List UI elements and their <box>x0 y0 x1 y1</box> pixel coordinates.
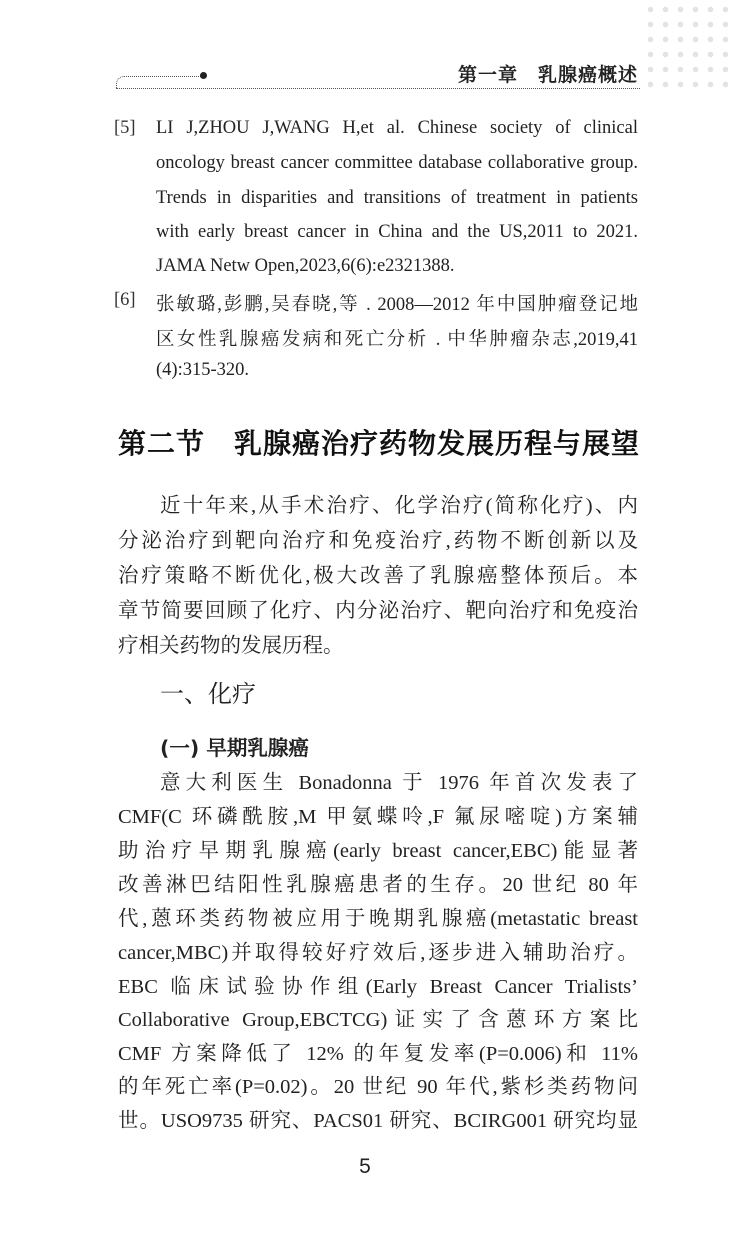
reference-line: 区女性乳腺癌发病和死亡分析 . 中华肿瘤杂志,2019,41 <box>156 330 638 350</box>
reference-line: Trends in disparities and transitions of treatment in patients <box>156 188 638 208</box>
reference-label: [6] <box>114 290 136 310</box>
text-line: cancer,MBC)并取得较好疗效后,逐步进入辅助治疗。 <box>118 942 638 964</box>
header-rule-dot <box>200 72 207 79</box>
section-title: 第二节 乳腺癌治疗药物发展历程与展望 <box>118 427 641 460</box>
text-line: 意大利医生 Bonadonna 于 1976 年首次发表了 <box>160 772 638 794</box>
text-line: CMF 方案降低了 12% 的年复发率(P=0.006)和 11% <box>118 1043 638 1065</box>
text-line: 世。USO9735 研究、PACS01 研究、BCIRG001 研究均显 <box>118 1110 638 1132</box>
reference-line: (4):315-320. <box>156 360 249 380</box>
reference-line: LI J,ZHOU J,WANG H,et al. Chinese society of clinical <box>156 118 638 138</box>
reference-label: [5] <box>114 118 136 138</box>
reference-line: with early breast cancer in China and the US,2011 to 2021. <box>156 222 638 242</box>
text-line: 分泌治疗到靶向治疗和免疫治疗,药物不断创新以及 <box>118 530 638 552</box>
text-line: Collaborative Group,EBCTCG)证实了含蒽环方案比 <box>118 1009 638 1031</box>
page-number: 5 <box>359 1155 371 1178</box>
text-line: 近十年来,从手术治疗、化学治疗(简称化疗)、内 <box>160 495 638 517</box>
text-line: 改善淋巴结阳性乳腺癌患者的生存。20 世纪 80 年 <box>118 874 638 896</box>
text-line: 的年死亡率(P=0.02)。20 世纪 90 年代,紫杉类药物问 <box>118 1076 638 1098</box>
running-header: 第一章 乳腺癌概述 <box>457 64 638 86</box>
text-line: CMF(C 环磷酰胺,M 甲氨蝶呤,F 氟尿嘧啶)方案辅 <box>118 806 638 828</box>
decorative-dot-pattern <box>640 0 730 90</box>
reference-line: JAMA Netw Open,2023,6(6):e2321388. <box>156 256 455 276</box>
subsection-title: 一、化疗 <box>160 680 256 708</box>
reference-line: 张敏璐,彭鹏,吴春晓,等 . 2008—2012 年中国肿瘤登记地 <box>156 295 638 315</box>
header-rule <box>116 88 640 89</box>
text-line: 治疗策略不断优化,极大改善了乳腺癌整体预后。本 <box>118 565 638 587</box>
subsubsection-title: (一) 早期乳腺癌 <box>160 736 309 760</box>
text-line: 代,蒽环类药物被应用于晚期乳腺癌(metastatic breast <box>118 908 638 930</box>
text-line: EBC 临床试验协作组(Early Breast Cancer Trialists’ <box>118 976 638 998</box>
reference-line: oncology breast cancer committee database collaborative group. <box>156 153 638 173</box>
text-line: 疗相关药物的发展历程。 <box>118 635 344 657</box>
text-line: 助治疗早期乳腺癌(early breast cancer,EBC)能显著 <box>118 840 638 862</box>
text-line: 章节简要回顾了化疗、内分泌治疗、靶向治疗和免疫治 <box>118 600 638 622</box>
